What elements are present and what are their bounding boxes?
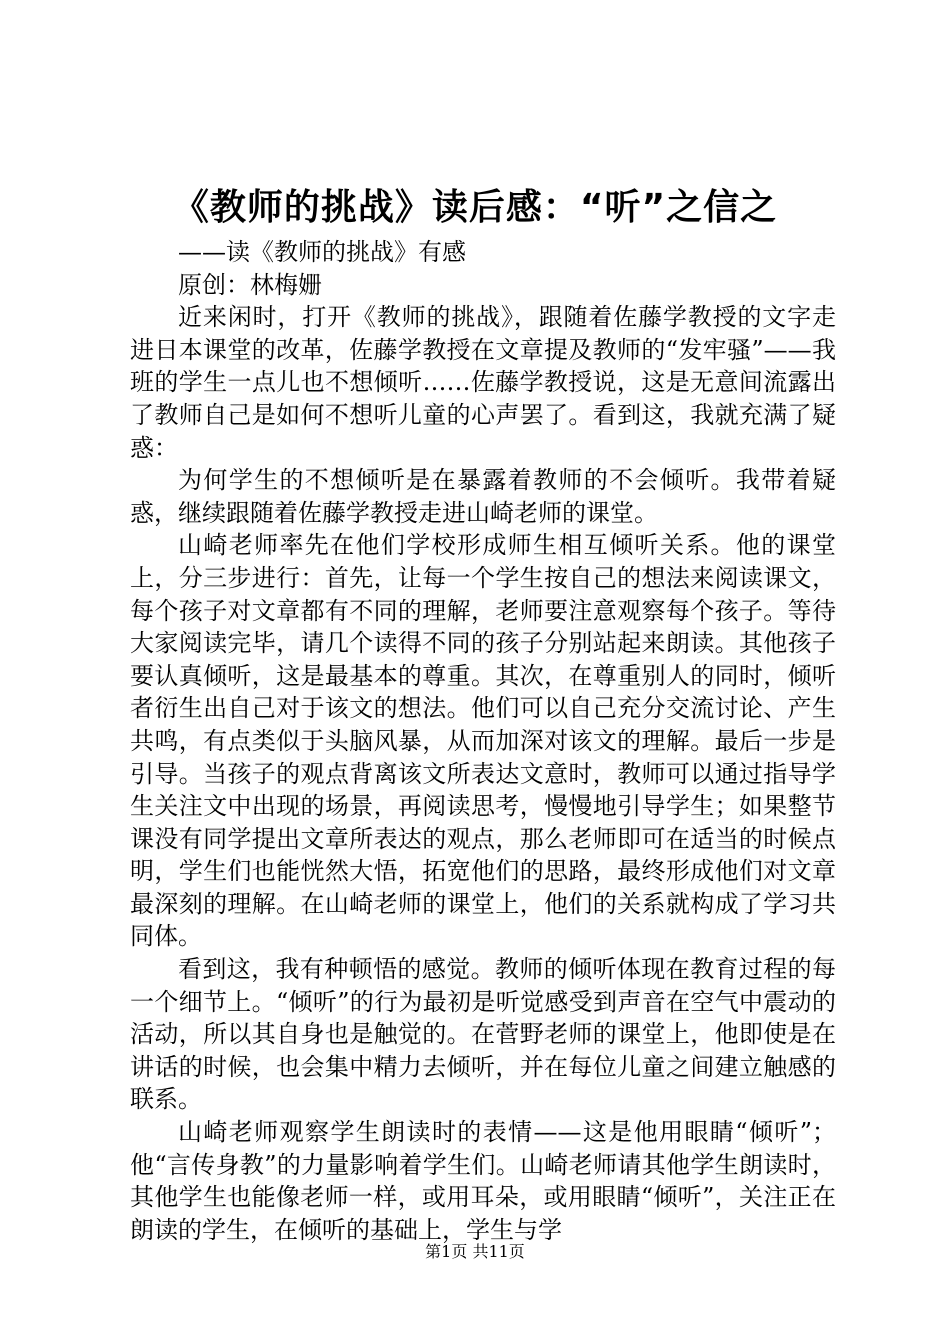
author-line: 原创：林梅姗 (178, 270, 322, 299)
document-subtitle: ——读《教师的挑战》有感 (178, 238, 466, 266)
page-footer: 第1页 共11页 (425, 1242, 525, 1261)
paragraph: 近来闲时，打开《教师的挑战》，跟随着佐藤学教授的文字走进日本课堂的改革，佐藤学教授在文章提及教师的“发牢骚”——我班的学生一点儿也不想倾听……佐藤学教授说，这是无意间流露出了教师自己是如何不想听儿童的心声罢了。看到这，我就充满了疑惑： (130, 303, 836, 462)
paragraph: 看到这，我有种顿悟的感觉。教师的倾听体现在教育过程的每一个细节上。“倾听”的行为最初是听觉感受到声音在空气中震动的活动，所以其自身也是触觉的。在菅野老师的课堂上，他即使是在讲话的时候，也会集中精力去倾听，并在每位儿童之间建立触感的联系。 (130, 955, 836, 1114)
paragraph: 为何学生的不想倾听是在暴露着教师的不会倾听。我带着疑惑，继续跟随着佐藤学教授走进山崎老师的课堂。 (130, 466, 836, 527)
document-title: 《教师的挑战》读后感：“听”之信之 (172, 187, 778, 228)
paragraph: 山崎老师观察学生朗读时的表情——这是他用眼睛“倾听”；他“言传身教”的力量影响着学生们。山崎老师请其他学生朗读时，其他学生也能像老师一样，或用耳朵，或用眼睛“倾听”，关注正在朗读的学生，在倾听的基础上，学生与学 (130, 1118, 836, 1244)
document-body (130, 236, 836, 1246)
paragraph: 山崎老师率先在他们学校形成师生相互倾听关系。他的课堂上，分三步进行：首先，让每一个学生按自己的想法来阅读课文，每个孩子对文章都有不同的理解，老师要注意观察每个孩子。等待大家阅读完毕，请几个读得不同的孩子分别站起来朗读。其他孩子要认真倾听，这是最基本的尊重。其次，在尊重别人的同时，倾听者衍生出自己对于该文的想法。他们可以自己充分交流讨论、产生共鸣，有点类似于头脑风暴，从而加深对该文的理解。最后一步是引导。当孩子的观点背离该文所表达文意时，教师可以通过指导学生关注文中出现的场景，再阅读思考，慢慢地引导学生；如果整节课没有同学提出文章所表达的观点，那么老师即可在适当的时候点明，学生们也能恍然大悟，拓宽他们的思路，最终形成他们对文章最深刻的理解。在山崎老师的课堂上，他们的关系就构成了学习共同体。 (130, 531, 836, 951)
